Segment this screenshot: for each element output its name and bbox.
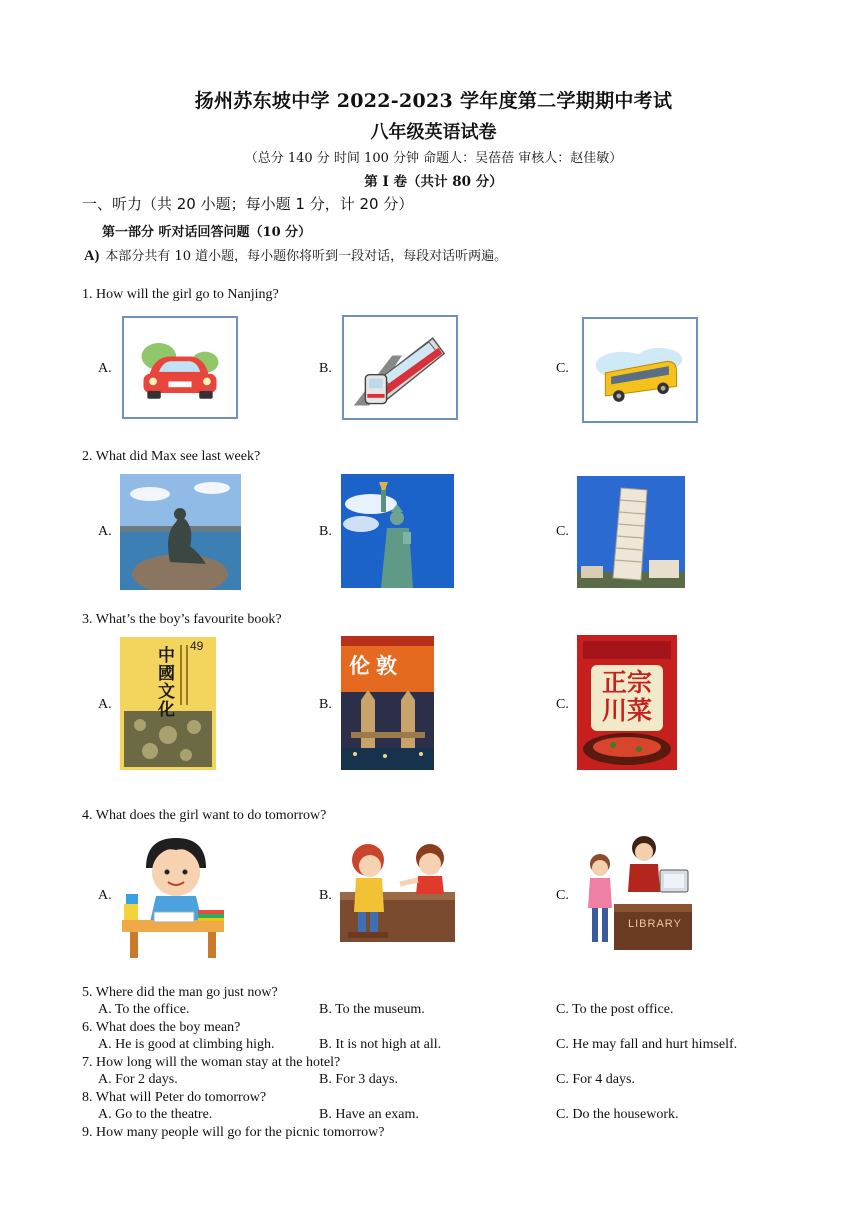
- option-a-label: A.: [98, 697, 112, 712]
- chinese-culture-book-icon: [120, 637, 216, 770]
- option-c-label: C.: [556, 888, 569, 903]
- exam-subtitle: 八年级英语试卷: [370, 122, 497, 143]
- sichuan-cuisine-book-icon: [577, 635, 677, 770]
- q5-option-b: B. To the museum.: [319, 1002, 425, 1017]
- question-2: 2. What did Max see last week?: [82, 449, 261, 464]
- part-heading: 第一部分 听对话回答问题（10 分）: [102, 225, 312, 240]
- library-sign: LIBRARY: [628, 918, 682, 930]
- book-title: 中國文化: [158, 646, 175, 720]
- book-title: 伦敦: [349, 654, 403, 678]
- q5-option-a: A. To the office.: [98, 1002, 190, 1017]
- option-b-label: B.: [319, 524, 332, 539]
- q7-option-b: B. For 3 days.: [319, 1072, 398, 1087]
- q7-option-c: C. For 4 days.: [556, 1072, 635, 1087]
- car-icon: [122, 316, 238, 419]
- exam-title: 扬州苏东坡中学 2022-2023 学年度第二学期期中考试: [194, 90, 673, 112]
- question-7: 7. How long will the woman stay at the hotel?: [82, 1055, 341, 1070]
- option-c-label: C.: [556, 697, 569, 712]
- q5-option-c: C. To the post office.: [556, 1002, 674, 1017]
- option-b-label: B.: [319, 697, 332, 712]
- bus-icon: [582, 317, 698, 423]
- part-a-label: A): [84, 248, 100, 264]
- option-c-label: C.: [556, 524, 569, 539]
- train-icon: [342, 315, 458, 420]
- exam-info: （总分 140 分 时间 100 分钟 命题人：吴蓓蓓 审核人：赵佳敏）: [244, 151, 623, 166]
- section-heading: 一、听力（共 20 小题；每小题 1 分，计 20 分）: [82, 195, 414, 213]
- q8-option-a: A. Go to the theatre.: [98, 1107, 213, 1122]
- boy-reading-icon: [118, 832, 228, 958]
- question-4: 4. What does the girl want to do tomorrow?: [82, 808, 327, 823]
- q6-option-c: C. He may fall and hurt himself.: [556, 1037, 738, 1052]
- q6-option-a: A. He is good at climbing high.: [98, 1037, 275, 1052]
- part-a-text: 本部分共有 10 道小题，每小题你将听到一段对话，每段对话听两遍。: [105, 249, 508, 264]
- statue-of-liberty-icon: [341, 474, 454, 588]
- book-title: 正宗川菜: [601, 668, 652, 725]
- question-3: 3. What’s the boy’s favourite book?: [82, 612, 282, 627]
- q6-option-b: B. It is not high at all.: [319, 1037, 442, 1052]
- volume-heading: 第 I 卷（共计 80 分）: [364, 174, 503, 190]
- option-b-label: B.: [319, 888, 332, 903]
- option-a-label: A.: [98, 524, 112, 539]
- option-c-label: C.: [556, 361, 569, 376]
- q7-option-a: A. For 2 days.: [98, 1072, 178, 1087]
- book-issue-number: 49: [190, 639, 204, 653]
- london-book-icon: [341, 636, 434, 770]
- question-1: 1. How will the girl go to Nanjing?: [82, 287, 279, 302]
- mermaid-statue-icon: [120, 474, 241, 590]
- option-a-label: A.: [98, 888, 112, 903]
- library-icon: [578, 834, 693, 952]
- option-a-label: A.: [98, 361, 112, 376]
- part-a-instructions: [84, 245, 507, 265]
- option-b-label: B.: [319, 361, 332, 376]
- q8-option-c: C. Do the housework.: [556, 1107, 679, 1122]
- leaning-tower-icon: [577, 476, 685, 588]
- question-6: 6. What does the boy mean?: [82, 1020, 241, 1035]
- kids-talking-icon: [340, 836, 455, 950]
- question-5: 5. Where did the man go just now?: [82, 985, 278, 1000]
- q8-option-b: B. Have an exam.: [319, 1107, 419, 1122]
- question-8: 8. What will Peter do tomorrow?: [82, 1090, 267, 1105]
- question-9: 9. How many people will go for the picnic tomorrow?: [82, 1125, 385, 1140]
